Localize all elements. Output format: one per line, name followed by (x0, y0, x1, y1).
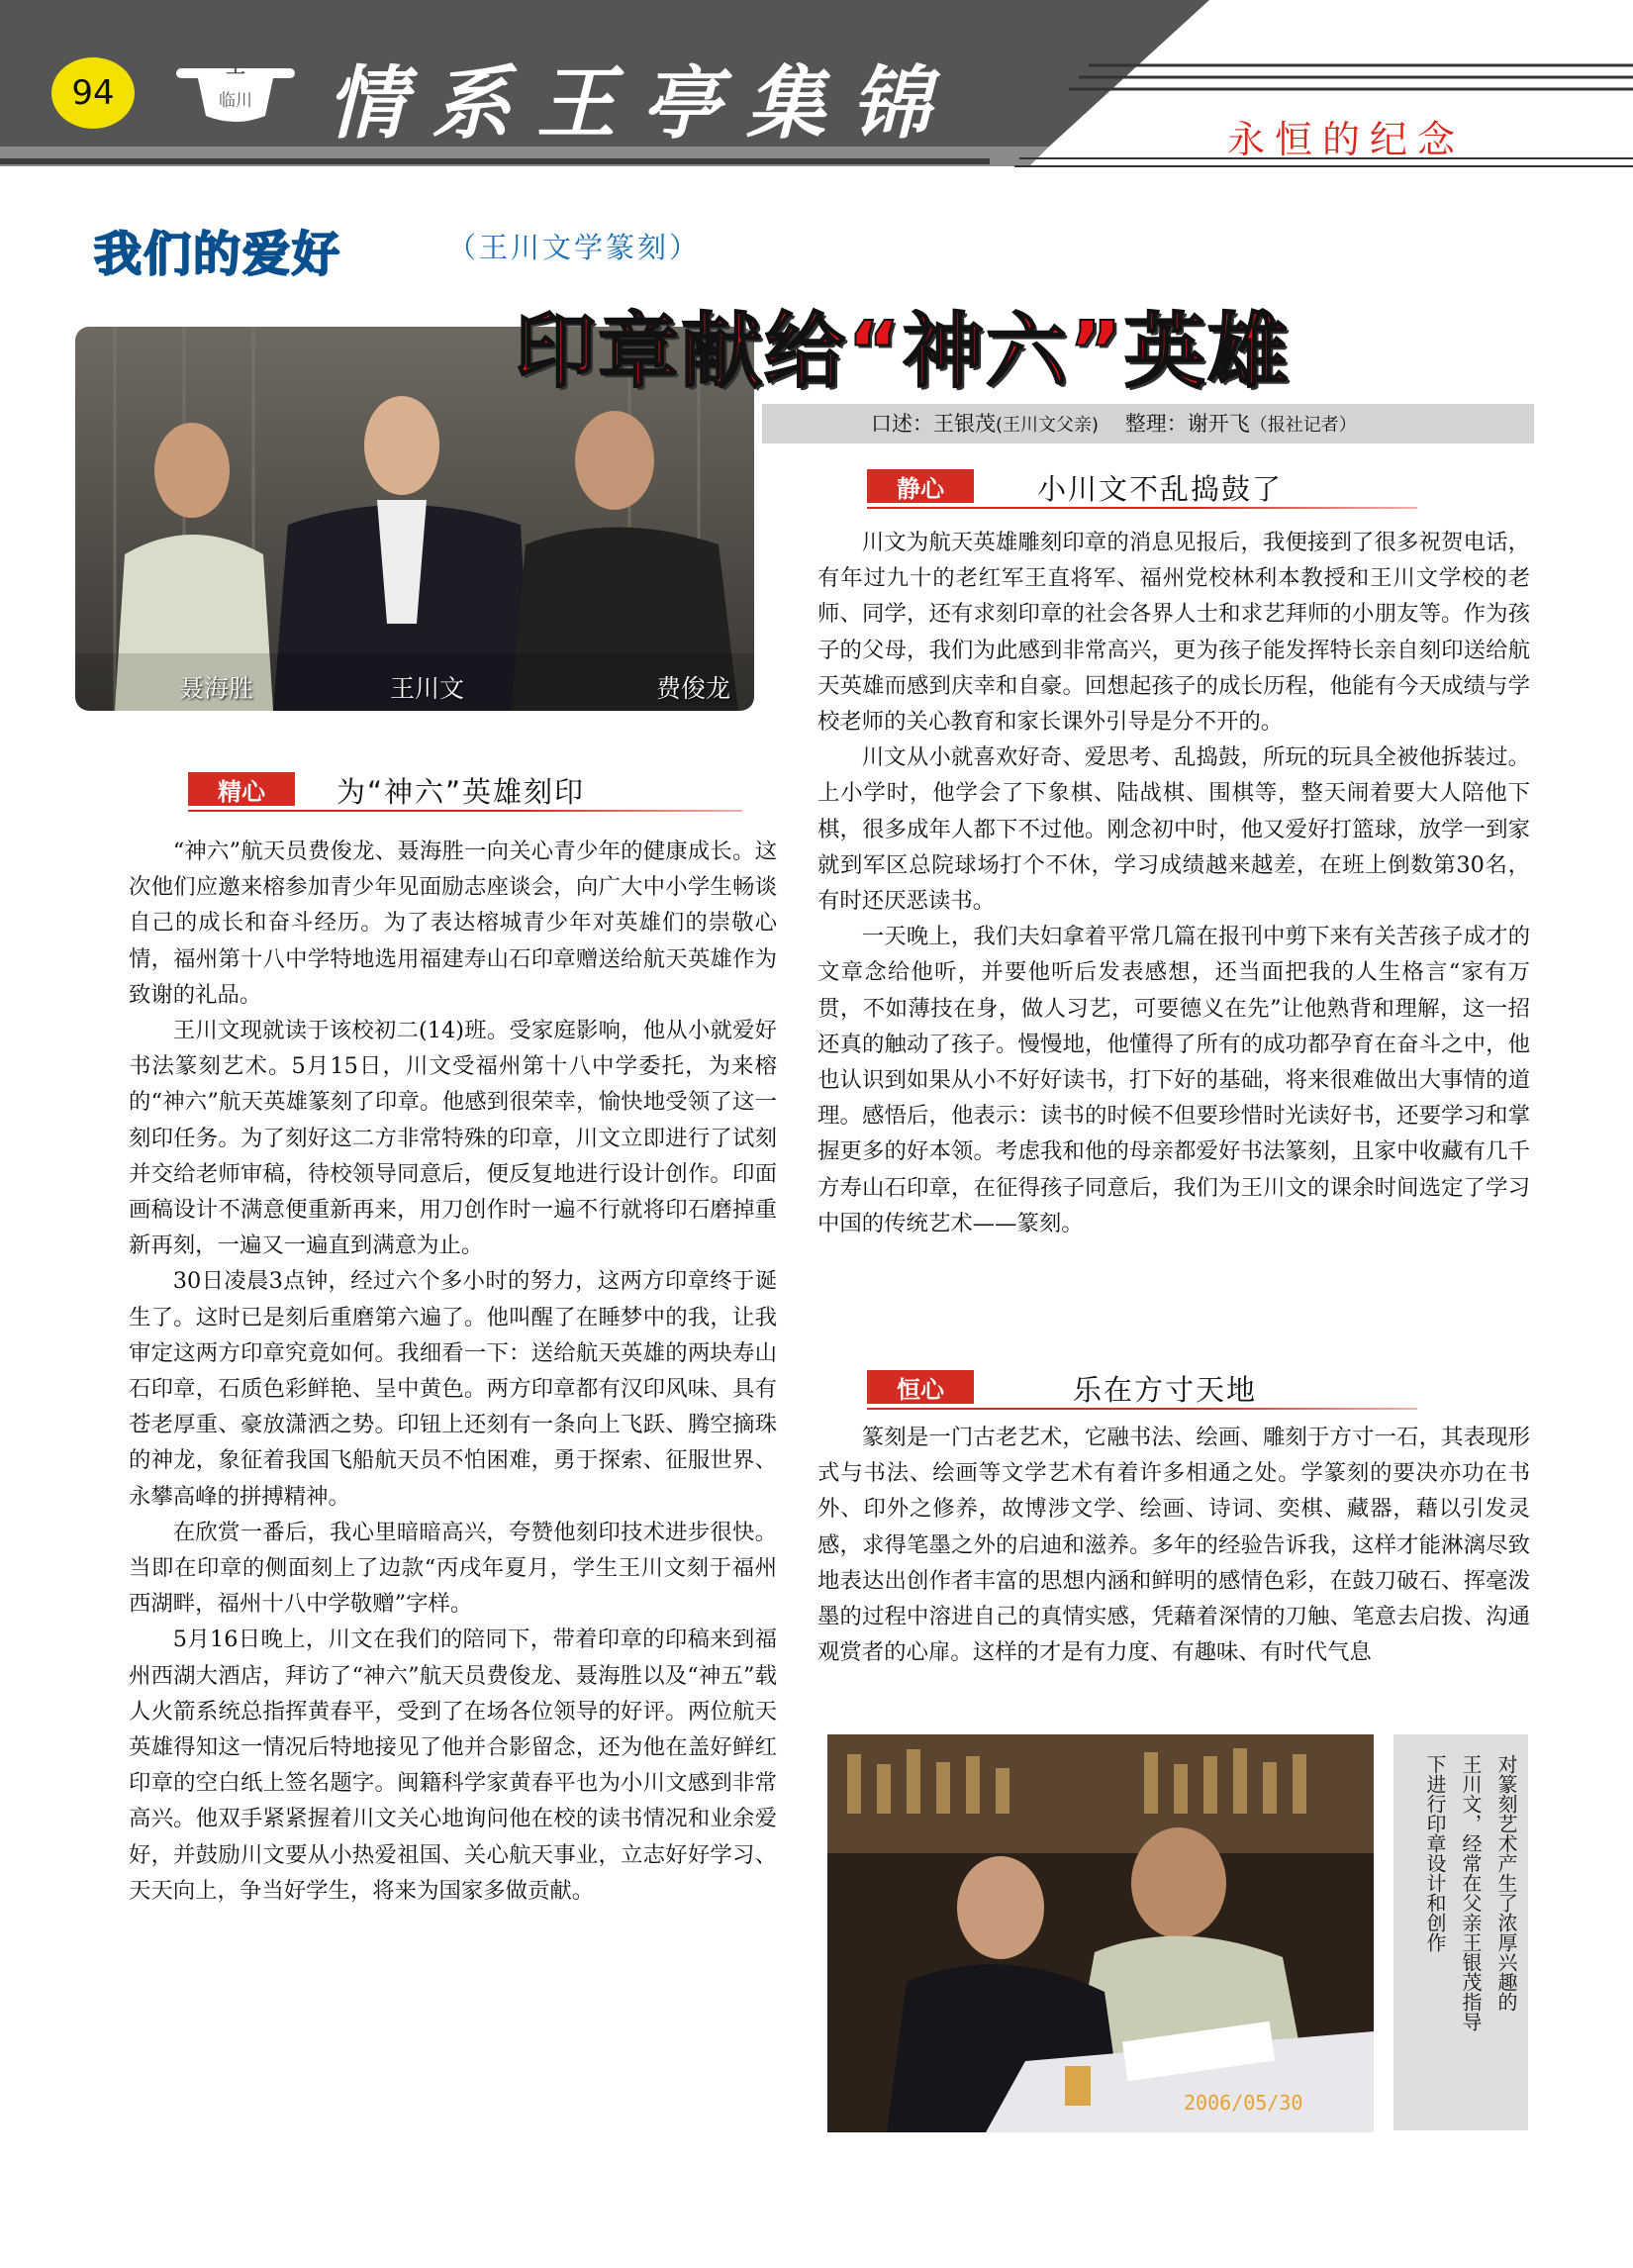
paragraph: 川文从小就喜欢好奇、爱思考、乱捣鼓，所玩的玩具全被他拆装过。上小学时，他学会了下象棋、陆战棋、围棋等，整天闹着要大人陪他下棋，很多成年人都下不过他。刚念初中时，他又爱好打篮球，放学一到家就到军区总院球场打个不休，学习成绩越来越差，在班上倒数第30名，有时还厌恶读书。 (817, 744, 1530, 915)
column-name: 我们的爱好 (94, 227, 342, 282)
column-subtitle: （王川文学篆刻） (447, 231, 702, 264)
section-title-3: 乐在方寸天地 (1073, 1373, 1258, 1407)
right-column-text-2 (817, 1420, 1530, 1670)
photo-label-wang-chuanwen: 王川文 (390, 674, 465, 703)
byline-editor: 整理：谢开飞 (1124, 412, 1250, 436)
paragraph: 川文为航天英雄雕刻印章的消息见报后，我便接到了很多祝贺电话，有年过九十的老红军王直将军、福州党校林利本教授和王川文学校的老师、同学，还有求刻印章的社会各界人士和求艺拜师的小朋友等。作为孩子的父母，我们为此感到非常高兴，更为孩子能发挥特长亲自刻印送给航天英雄而感到庆幸和自豪。回想起孩子的成长历程，他能有今天成绩与学校老师的关心教育和家长课外引导是分不开的。 (817, 530, 1530, 736)
section-heading-2 (867, 467, 1417, 507)
section-rule-1 (188, 810, 742, 812)
section-rule-2 (867, 507, 1417, 509)
page-number: 94 (51, 57, 135, 129)
paragraph: 5月16日晚上，川文在我们的陪同下，带着印章的印稿来到福州西湖大酒店，拜访了“神六”航天员费俊龙、聂海胜以及“神五”载人火箭系统总指挥黄春平，受到了在场各位领导的好评。两位航天英雄得知这一情况后特地接见了他并合影留念，还为他在盖好鲜红印章的空白纸上签名题字。闽籍科学家黄春平也为小川文感到非常高兴。他双手紧紧握着川文关心地询问他在校的读书情况和业余爱好，并鼓励川文要从小热爱祖国、关心航天事业，立志好好学习、天天向上，争当好学生，将来为国家多做贡献。 (129, 1627, 777, 1904)
paragraph: 一天晚上，我们夫妇拿着平常几篇在报刊中剪下来有关苦孩子成才的文章念给他听，并要他听后发表感想，还当面把我的人生格言“家有万贯，不如薄技在身，做人习艺，可要德义在先”让他熟背和理解，这一招还真的触动了孩子。慢慢地，他懂得了所有的成功都孕育在奋斗之中，他也认识到如果从小不好好读书，打下好的基础，将来很难做出大事情的道理。感悟后，他表示：读书的时候不但要珍惜时光读好书，还要学习和掌握更多的好本领。考虑我和他的母亲都爱好书法篆刻，且家中收藏有几千方寿山石印章，在征得孩子同意后，我们为王川文的课余时间选定了学习中国的传统艺术——篆刻。 (817, 924, 1530, 1236)
photo-label-fei-junlong: 费俊龙 (656, 674, 731, 703)
magazine-title: 情系王亭集锦 (327, 56, 956, 149)
section-tag-3: 恒心 (867, 1370, 974, 1404)
byline-editor-note: （报社记者） (1249, 415, 1357, 436)
magazine-logo (176, 54, 295, 130)
photo-date-stamp: 2006/05/30 (1184, 2091, 1303, 2115)
left-column-text (129, 834, 777, 1909)
section-rule-3 (867, 1408, 1417, 1410)
caption-line-1: 对篆刻艺术产生了浓厚兴趣的 (1494, 1754, 1518, 2012)
section-tag-2: 静心 (867, 469, 974, 503)
paragraph: “神六”航天员费俊龙、聂海胜一向关心青少年的健康成长。这次他们应邀来榕参加青少年见面励志座谈会，向广大中小学生畅谈自己的成长和奋斗经历。为了表达榕城青少年对英雄们的崇敬心情，福州第十八中学特地选用福建寿山石印章赠送给航天英雄作为致谢的礼品。 (129, 838, 777, 1008)
article-title: 印章献给“神六”英雄 (515, 305, 1291, 399)
byline-narrator: 口述：王银茂 (871, 412, 996, 436)
photo-caption-box (1393, 1734, 1528, 2130)
caption-line-2: 王川文，经常在父亲王银茂指导 (1459, 1754, 1483, 2031)
byline (871, 408, 1357, 438)
photo-label-nie-haisheng: 聂海胜 (179, 674, 254, 703)
paragraph: 在欣赏一番后，我心里暗暗高兴，夸赞他刻印技术进步很快。当即在印章的侧面刻上了边款“丙戌年夏月，学生王川文刻于福州西湖畔，福州十八中学敬赠”字样。 (129, 1519, 777, 1618)
paragraph: 王川文现就读于该校初二(14)班。受家庭影响，他从小就爱好书法篆刻艺术。5月15日，川文受福州第十八中学委托，为来榕的“神六”航天英雄篆刻了印章。他感到很荣幸，愉快地受领了这一刻印任务。为了刻好这二方非常特殊的印章，川文立即进行了试刻并交给老师审稿，待校领导同意后，便反复地进行设计创作。印面画稿设计不满意便重新再来，用刀创作时一遍不行就将印石磨掉重新再刻，一遍又一遍直到满意为止。 (129, 1018, 777, 1259)
photo-seal-carving (827, 1734, 1374, 2132)
logo-text-bottom: 临川 (219, 91, 252, 111)
section-heading-3 (867, 1368, 1417, 1408)
logo-text-top: 王 (226, 54, 245, 77)
section-title-1: 为“神六”英雄刻印 (336, 775, 586, 809)
paragraph: 篆刻是一门古老艺术，它融书法、绘画、雕刻于方寸一石，其表现形式与书法、绘画等文学艺术有着许多相通之处。学篆刻的要决亦功在书外、印外之修养，故博涉文学、绘画、诗词、奕棋、藏器，藉以引发灵感，求得笔墨之外的启迪和滋养。多年的经验告诉我，这样才能淋漓尽致地表达出创作者丰富的思想内涵和鲜明的感情色彩，在鼓刀破石、挥毫泼墨的过程中溶进自己的真情实感，凭藉着深情的刀触、笔意去启拨、沟通观赏者的心扉。这样的才是有力度、有趣味、有时代气息 (817, 1425, 1530, 1666)
section-title: 永恒的纪念 (1227, 118, 1466, 161)
right-column-text-1 (817, 525, 1530, 1241)
byline-narrator-note: (王川文父亲) (996, 415, 1100, 436)
caption-line-3: 下进行印章设计和创作 (1423, 1754, 1447, 1952)
section-heading-1 (188, 770, 742, 810)
photo-bottom-image (827, 1734, 1374, 2132)
section-tag-1: 精心 (188, 772, 295, 806)
paragraph: 30日凌晨3点钟，经过六个多小时的努力，这两方印章终于诞生了。这时已是刻后重磨第六遍了。他叫醒了在睡梦中的我，让我审定这两方印章究竟如何。我细看一下：送给航天英雄的两块寿山石印章，石质色彩鲜艳、呈中黄色。两方印章都有汉印风味、具有苍老厚重、豪放潇洒之势。印钮上还刻有一条向上飞跃、腾空摘珠的神龙，象征着我国飞船航天员不怕困难，勇于探索、征服世界、永攀高峰的拼搏精神。 (129, 1268, 777, 1510)
section-title-2: 小川文不乱捣鼓了 (1037, 472, 1284, 506)
